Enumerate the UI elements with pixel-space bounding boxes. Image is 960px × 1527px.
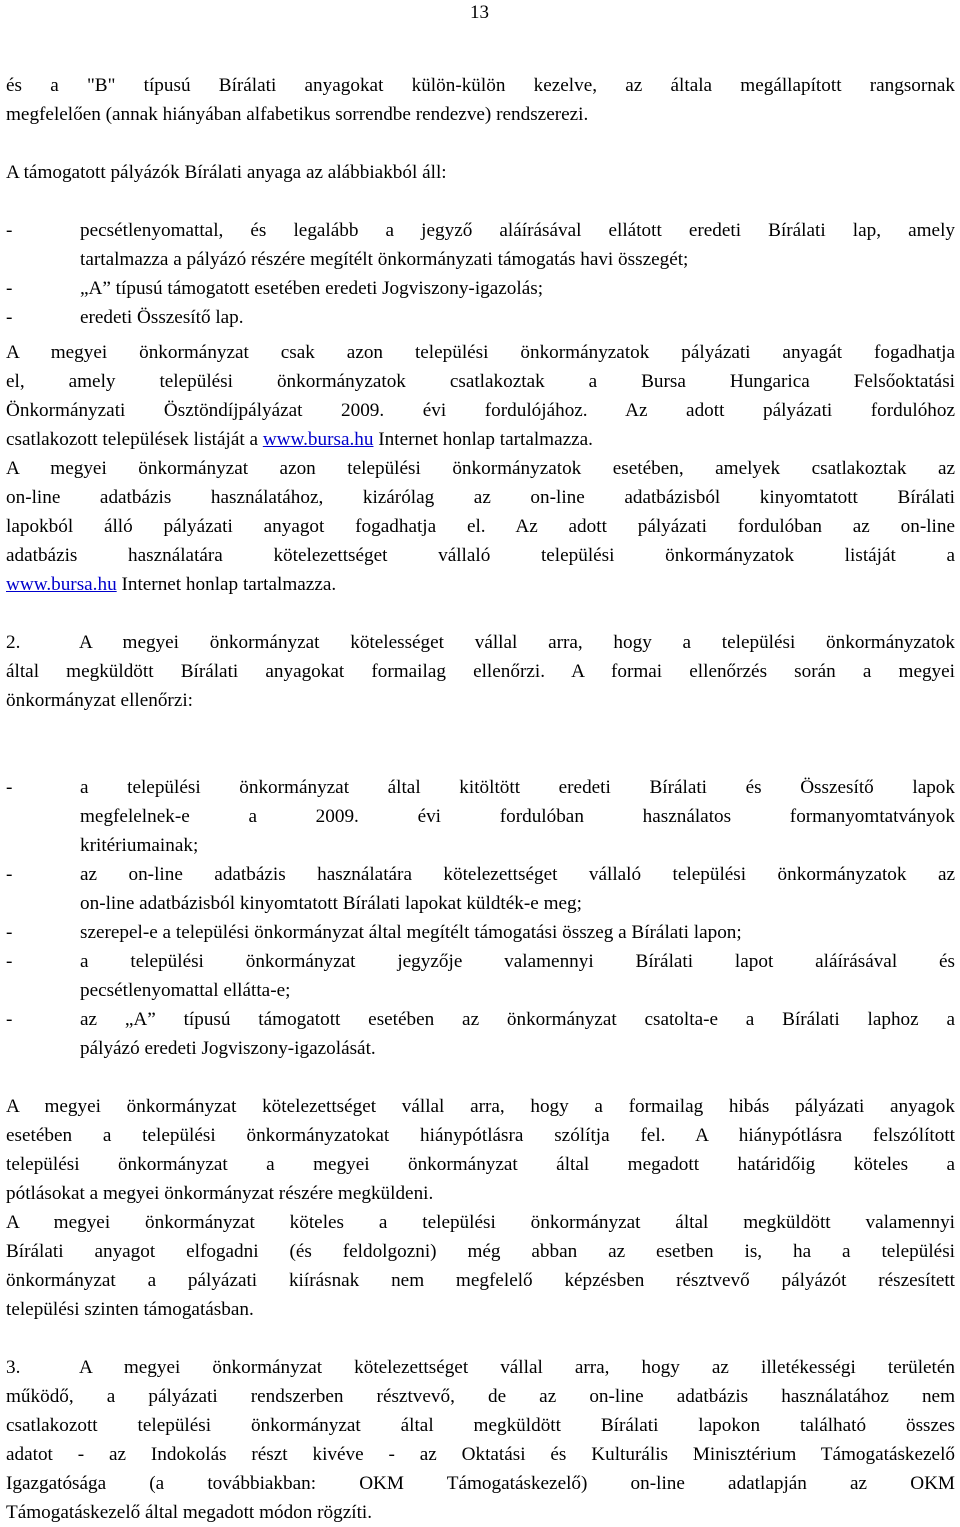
bursa-link[interactable]: www.bursa.hu [6,574,117,595]
materials-heading: A támogatott pályázók Bírálati anyaga az alábbiakból áll: [6,162,447,183]
paragraph-line: működő, a pályázati rendszerben résztvevő, de az on-line adatbázis használatához nem [6,1386,955,1407]
paragraph-line: on-line adatbázis használatához, kizárólag az on-line adatbázisból kinyomtatott Bírálati [6,487,955,508]
paragraph-line: önkormányzat ellenőrzi: [6,690,194,711]
list-item-line: megfelelnek-e a 2009. évi fordulóban használatos formanyomtatványok [80,806,955,827]
page-number: 13 [470,2,489,23]
list-item [6,274,955,303]
list-item-line: a települési önkormányzat jegyzője valamennyi Bírálati lapot aláírásával és [80,951,955,972]
paragraph-line: Igazgatósága (a továbbiakban: OKM Támogatáskezelő) on-line adatlapján az OKM [6,1473,955,1494]
section-number: 3. [6,1357,21,1378]
paragraph-text: csatlakozott települések listáját a [6,429,263,450]
section-3-line [6,1353,955,1382]
list-item-line: on-line adatbázisból kinyomtatott Bírálati lapokat küldték-e meg; [80,893,582,914]
paragraph-text: Internet honlap tartalmazza. [116,574,337,595]
list-item-line: pecsétlenyomattal, és legalább a jegyző aláírásával ellátott eredeti Bírálati lap, amely [80,220,955,241]
paragraph-line: lapokból álló pályázati anyagot fogadhatja el. Az adott pályázati fordulóban az on-line [6,516,955,537]
list-item-line: az „A” típusú támogatott esetében az önkormányzat csatolta-e a Bírálati laphoz a [80,1009,955,1030]
paragraph-text: Internet honlap tartalmazza. [373,429,593,450]
paragraph-line: által megküldött Bírálati anyagokat formailag ellenőrzi. A formai ellenőrzés során a megyei [6,661,955,682]
paragraph-line [6,570,955,599]
list-item-line: tartalmazza a pályázó részére megítélt önkormányzati támogatás havi összegét; [80,249,689,270]
paragraph-text: A megyei önkormányzat kötelességet vállal arra, hogy a települési önkormányzatok [79,632,955,653]
paragraph-line: Támogatáskezelő által megadott módon rögzíti. [6,1502,373,1523]
list-item [6,947,955,1005]
list-item [6,918,955,947]
list-dash: - [6,922,13,943]
paragraph-line: adatbázis használatára kötelezettséget vállaló települési önkormányzatok listáját a [6,545,955,566]
paragraph-line: Önkormányzati Ösztöndíjpályázat 2009. évi fordulójához. Az adott pályázati fordulóhoz [6,400,955,421]
list-item-line: kritériumainak; [80,835,199,856]
paragraph-line: önkormányzat a pályázati kiírásnak nem megfelelő képzésben résztvevő pályázót részesített [6,1270,955,1291]
paragraph-line: esetében a települési önkormányzatokat hiánypótlásra szólítja fel. A hiánypótlásra felszólított [6,1125,955,1146]
paragraph-line: adatot - az Indokolás részt kivéve - az Oktatási és Kulturális Minisztérium Támogatáskezelő [6,1444,955,1465]
paragraph-line: pótlásokat a megyei önkormányzat részére megküldeni. [6,1183,434,1204]
list-item [6,860,955,918]
intro-line: megfelelően (annak hiányában alfabetikus sorrendbe rendezve) rendszerezi. [6,104,589,125]
list-dash: - [6,1009,13,1030]
paragraph-line: A megyei önkormányzat csak azon települési önkormányzatok pályázati anyagát fogadhatja [6,342,955,363]
list-item-line: „A” típusú támogatott esetében eredeti Jogviszony-igazolás; [80,278,544,299]
list-dash: - [6,951,13,972]
list-item-line: a települési önkormányzat által kitöltött eredeti Bírálati és Összesítő lapok [80,777,955,798]
paragraph-line: csatlakozott települési önkormányzat által megküldött Bírálati lapokon található összes [6,1415,955,1436]
paragraph-line: A megyei önkormányzat köteles a települési önkormányzat által megküldött valamennyi [6,1212,955,1233]
paragraph-line: települési önkormányzat a megyei önkormányzat által megadott határidőig köteles a [6,1154,955,1175]
list-item [6,303,955,332]
list-item-line: az on-line adatbázis használatára kötelezettséget vállaló települési önkormányzatok az [80,864,955,885]
list-item-line: eredeti Összesítő lap. [80,307,244,328]
document-body [6,71,955,1527]
list-item-line: pályázó eredeti Jogviszony-igazolását. [80,1038,376,1059]
list-item [6,216,955,274]
intro-line: és a "B" típusú Bírálati anyagokat külön-külön kezelve, az általa megállapított rangsornak [6,75,955,96]
list-dash: - [6,864,13,885]
paragraph-line: A megyei önkormányzat kötelezettséget vállal arra, hogy a formailag hibás pályázati anyagok [6,1096,955,1117]
paragraph-text: A megyei önkormányzat kötelezettséget vállal arra, hogy az illetékességi területén [79,1357,955,1378]
paragraph-line: települési szinten támogatásban. [6,1299,254,1320]
paragraph-line: el, amely települési önkormányzatok csatlakoztak a Bursa Hungarica Felsőoktatási [6,371,955,392]
list-dash: - [6,777,13,798]
section-2-line [6,628,955,657]
list-item-line: szerepel-e a települési önkormányzat által megítélt támogatási összeg a Bírálati lapon; [80,922,742,943]
list-item [6,1005,955,1063]
list-dash: - [6,307,13,328]
paragraph-line: A megyei önkormányzat azon települési önkormányzatok esetében, amelyek csatlakoztak az [6,458,955,479]
paragraph-line [6,425,955,454]
list-dash: - [6,220,13,241]
list-dash: - [6,278,13,299]
bursa-link[interactable]: www.bursa.hu [262,429,374,450]
list-item [6,773,955,860]
list-item-line: pecsétlenyomattal ellátta-e; [80,980,291,1001]
section-number: 2. [6,632,21,653]
paragraph-line: Bírálati anyagot elfogadni (és feldolgozni) még abban az esetben is, ha a települési [6,1241,955,1262]
